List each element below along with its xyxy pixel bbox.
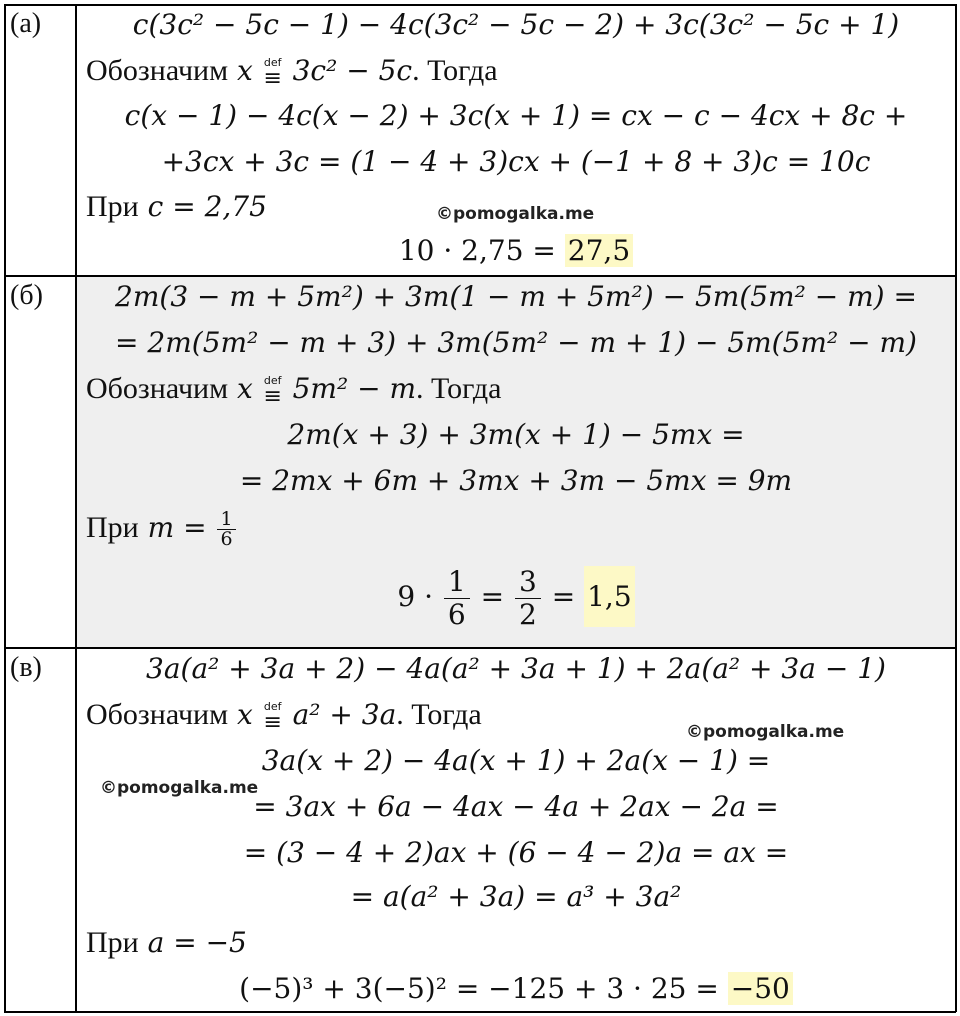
row-a-answer: 27,5 — [565, 234, 633, 267]
row-label-c: (в) — [10, 652, 42, 683]
row-c-step-2: = 3ax + 6a − 4ax − 4a + 2ax − 2a = — [253, 790, 779, 823]
row-c-value: a = −5 — [147, 926, 247, 959]
row-label-a: (а) — [10, 8, 42, 39]
row-a-step-1: c(x − 1) − 4c(x − 2) + 3c(x + 1) = cx − c − 4cx + 8c + — [124, 99, 908, 132]
row-c-calculation — [76, 972, 956, 1005]
row-c-step-1: 3a(x + 2) − 4a(x + 1) + 2a(x − 1) = — [261, 744, 771, 777]
row-divider-1 — [4, 275, 956, 277]
row-b-substitution — [86, 372, 502, 409]
watermark: ©pomogalka.me — [686, 722, 845, 742]
row-c-given — [86, 926, 247, 960]
pri-word: При — [86, 190, 139, 223]
row-a-expression: c(3c² − 5c − 1) − 4c(3c² − 5c − 2) + 3c(3c² − 5c + 1) — [132, 8, 900, 41]
row-c-expression: 3a(a² + 3a + 2) − 4a(a² + 3a + 1) + 2a(a² + 3a − 1) — [146, 652, 886, 685]
table-border-bottom — [4, 1011, 956, 1013]
row-b-calc-eq-2: = — [551, 580, 576, 613]
row-b-step-2: = 2mx + 6m + 3mx + 3m − 5mx = 9m — [239, 464, 793, 497]
row-c-substitution — [86, 698, 482, 735]
row-b-answer: 1,5 — [584, 566, 635, 627]
row-divider-2 — [4, 647, 956, 649]
pri-word: При — [86, 511, 139, 544]
row-b-calculation — [76, 566, 956, 631]
row-c-answer: −50 — [728, 972, 793, 1005]
togda-word: . Тогда — [412, 54, 498, 87]
row-a-calculation — [76, 234, 956, 267]
table-border-top — [4, 4, 956, 6]
x-var: x — [236, 372, 253, 405]
row-b-sub-rhs: 5m² − m — [292, 372, 416, 405]
row-b-step-1: 2m(x + 3) + 3m(x + 1) − 5mx = — [287, 418, 745, 451]
row-c-sub-rhs: a² + 3a — [292, 698, 397, 731]
row-b-calc-eq-1: = — [480, 580, 505, 613]
row-a-value: c = 2,75 — [147, 190, 267, 223]
row-a-given — [86, 190, 267, 224]
row-b-var: m = — [147, 511, 207, 544]
row-b-given — [86, 510, 238, 549]
x-var: x — [236, 54, 253, 87]
row-b-given-fraction: $\frac{1}{6}$ — [217, 510, 235, 549]
oboznachim-word: Обозначим — [86, 372, 229, 405]
oboznachim-word: Обозначим — [86, 54, 229, 87]
oboznachim-word: Обозначим — [86, 698, 229, 731]
row-a-substitution — [86, 54, 498, 91]
row-b-calc-pre: 9 · — [397, 580, 433, 613]
table-border-left — [4, 4, 6, 1012]
watermark: ©pomogalka.me — [100, 778, 259, 798]
row-c-step-3: = (3 − 4 + 2)ax + (6 − 4 − 2)a = ax = — [243, 836, 789, 869]
row-b-fraction-1: $\frac{1}{6}$ — [444, 566, 470, 631]
row-c-step-4: = a(a² + 3a) = a³ + 3a² — [350, 880, 682, 913]
row-label-b: (б) — [10, 280, 43, 311]
row-b-expression-1: 2m(3 − m + 5m²) + 3m(1 − m + 5m²) − 5m(5m² − m) = — [115, 280, 917, 313]
def-symbol: def ≡ — [263, 699, 282, 735]
row-b-fraction-2: $\frac{3}{2}$ — [515, 566, 541, 631]
row-c-calc-text: (−5)³ + 3(−5)² = −125 + 3 · 25 = — [239, 972, 719, 1005]
row-a-calc-text: 10 · 2,75 = — [398, 234, 556, 267]
def-symbol: def ≡ — [263, 55, 282, 91]
def-symbol: def ≡ — [263, 373, 282, 409]
watermark: ©pomogalka.me — [436, 204, 595, 224]
row-a-sub-rhs: 3c² − 5c — [292, 54, 413, 87]
pri-word: При — [86, 926, 139, 959]
row-b-expression-2: = 2m(5m² − m + 3) + 3m(5m² − m + 1) − 5m(5m² − m) — [115, 326, 917, 359]
togda-word: . Тогда — [396, 698, 482, 731]
x-var: x — [236, 698, 253, 731]
row-a-step-2: +3cx + 3c = (1 − 4 + 3)cx + (−1 + 8 + 3)c = 10c — [161, 145, 871, 178]
togda-word: . Тогда — [416, 372, 502, 405]
